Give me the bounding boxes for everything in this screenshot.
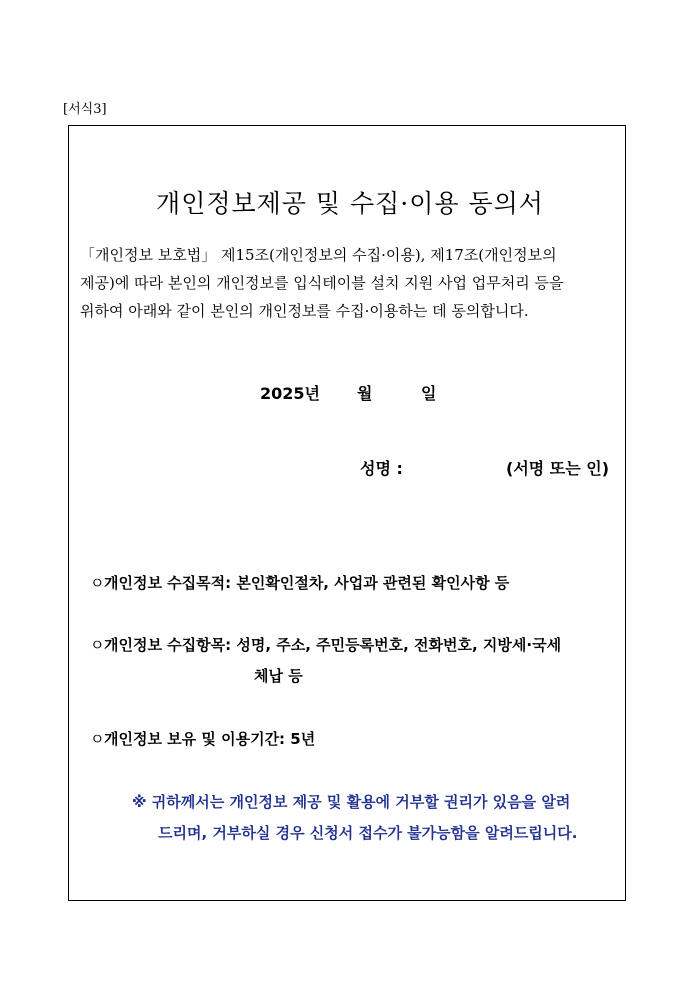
consent-statement-line-2: 제공)에 따라 본인의 개인정보를 입식테이블 설치 지원 사업 업무처리 등을 <box>80 274 564 292</box>
collection-fields-continuation: 체납 등 <box>254 667 303 685</box>
signature-name-label: 성명 : <box>360 459 403 478</box>
collection-purpose-text: 개인정보 수집목적: 본인확인절차, 사업과 관련된 확인사항 등 <box>104 574 510 592</box>
collection-purpose-item <box>90 572 509 593</box>
retention-period-text: 개인정보 보유 및 이용기간: 5년 <box>104 730 316 748</box>
collection-fields-text: 개인정보 수집항목: 성명, 주소, 주민등록번호, 전화번호, 지방세·국세 <box>104 636 562 654</box>
form-number-label: [ 서식3 ] <box>62 102 108 118</box>
date-month: 월 <box>357 384 373 403</box>
refusal-notice-line-2: 드리며, 거부하실 경우 신청서 접수가 불가능함을 알려드립니다. <box>158 824 578 842</box>
bullet-icon: ㅇ <box>90 574 105 592</box>
document-title: 개인정보제공 및 수집·이용 동의서 <box>156 189 544 218</box>
bullet-icon: ㅇ <box>90 636 105 654</box>
date-year: 2025년 <box>260 384 320 403</box>
bullet-icon: ㅇ <box>90 730 105 748</box>
date-day: 일 <box>421 384 437 403</box>
consent-statement-line-1: 「개인정보 보호법」 제15조(개인정보의 수집·이용), 제17조(개인정보의 <box>80 246 557 264</box>
retention-period-item <box>90 728 315 749</box>
consent-statement-line-3: 위하여 아래와 같이 본인의 개인정보를 수집·이용하는 데 동의합니다. <box>80 302 529 320</box>
consent-statement <box>80 241 621 325</box>
signature-hint: (서명 또는 인) <box>506 459 610 478</box>
collection-fields-item <box>90 634 561 655</box>
refusal-notice-line-1: ※ 귀하께서는 개인정보 제공 및 활용에 거부할 권리가 있음을 알려 <box>132 793 571 811</box>
